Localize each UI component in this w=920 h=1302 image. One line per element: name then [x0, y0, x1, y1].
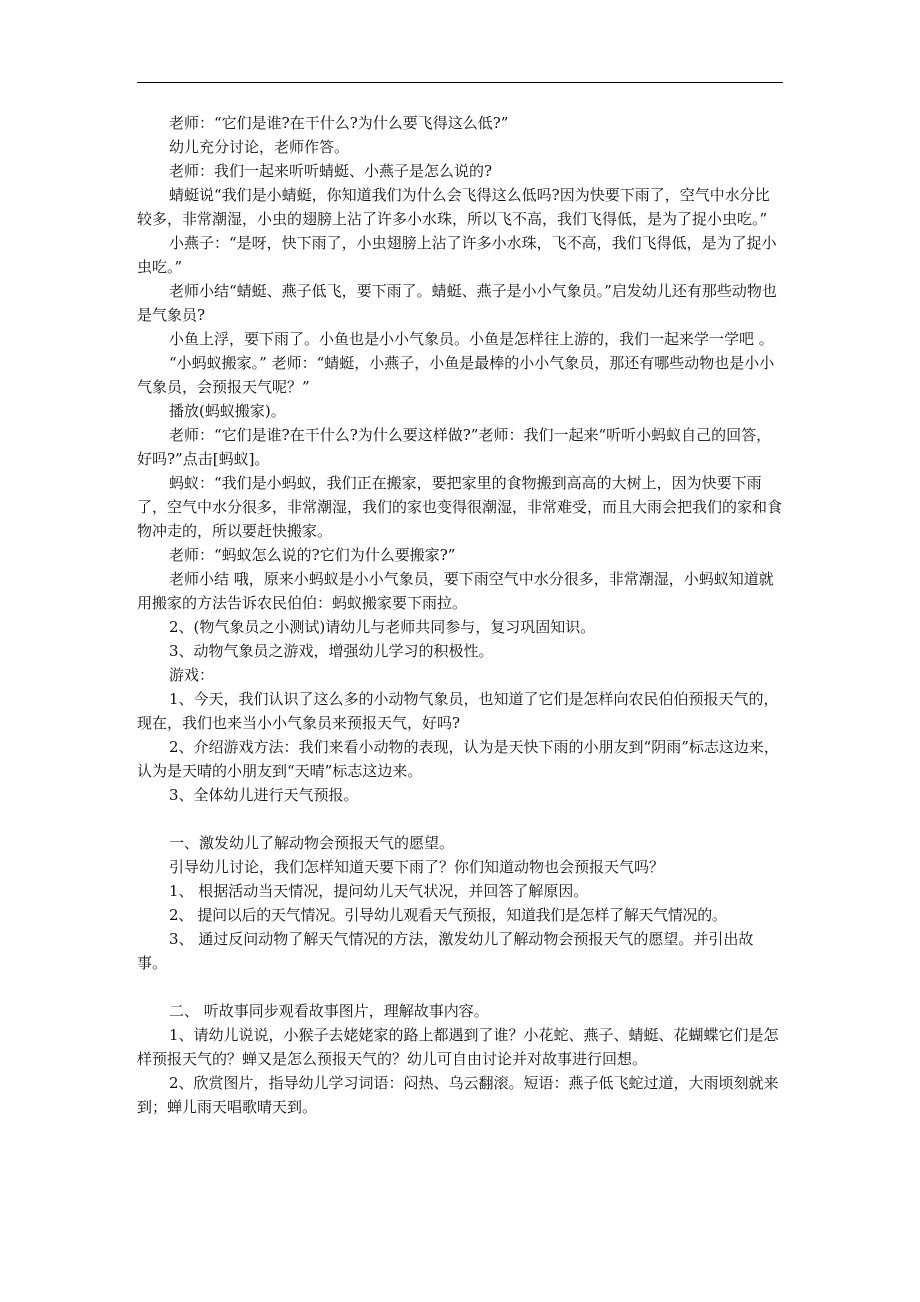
paragraph: 蜻蜓说“我们是小蜻蜓，你知道我们为什么会飞得这么低吗?因为快要下雨了，空气中水分比较多，非常潮湿，小虫的翅膀上沾了许多小水珠，所以飞不高，我们飞得低，是为了捉小虫吃。” — [137, 186, 770, 228]
paragraph: 2、介绍游戏方法：我们来看小动物的表现，认为是天快下雨的小朋友到“阴雨”标志这边来，认为是天晴的小朋友到“天晴”标志这边来。 — [137, 738, 779, 780]
list-item: 1、 根据活动当天情况，提问幼儿天气状况，并回答了解原因。 — [169, 882, 589, 900]
document-body — [137, 111, 783, 1119]
paragraph: 蚂蚁：“我们是小蚂蚁，我们正在搬家，要把家里的食物搬到高高的大树上，因为快要下雨了，空气中水分很多，非常潮湿，我们的家也变得很潮湿，非常难受，而且大雨会把我们的家和食物冲走的，所以要赶快搬家。 — [137, 474, 783, 540]
paragraph: 幼儿充分讨论，老师作答。 — [169, 138, 350, 156]
section-heading: 二、 听故事同步观看故事图片，理解故事内容。 — [169, 1002, 489, 1020]
paragraph: 3、全体幼儿进行天气预报。 — [169, 786, 359, 804]
paragraph: 小鱼上浮，要下雨了。小鱼也是小小气象员。小鱼是怎样往上游的，我们一起来学一学吧 。 — [169, 330, 774, 348]
paragraph: 老师：我们一起来听听蜻蜓、小燕子是怎么说的? — [169, 162, 493, 180]
section-heading: 一、激发幼儿了解动物会预报天气的愿望。 — [169, 834, 455, 852]
paragraph: 老师小结 哦，原来小蚂蚁是小小气象员，要下雨空气中水分很多，非常潮湿，小蚂蚁知道就用搬家的方法告诉农民伯伯：蚂蚁搬家要下雨拉。 — [137, 570, 774, 612]
list-item: 2、欣赏图片，指导幼儿学习词语：闷热、乌云翻滚。短语：燕子低飞蛇过道，大雨顷刻就来到；蝉儿雨天唱歌晴天到。 — [137, 1074, 779, 1116]
paragraph: 游戏： — [169, 666, 215, 684]
blank-line — [137, 975, 783, 999]
header-rule — [137, 82, 783, 83]
list-item: 2、 提问以后的天气情况。引导幼儿观看天气预报，知道我们是怎样了解天气情况的。 — [169, 906, 727, 924]
paragraph: 1、今天，我们认识了这么多的小动物气象员，也知道了它们是怎样向农民伯伯预报天气的，现在，我们也来当小小气象员来预报天气，好吗? — [137, 690, 779, 732]
paragraph: 播放(蚂蚁搬家)。 — [169, 402, 286, 420]
paragraph: 老师小结“蜻蜓、燕子低飞，要下雨了。蜻蜓、燕子是小小气象员。”启发幼儿还有那些动物也是气象员? — [137, 282, 777, 324]
list-item: 3、 通过反问动物了解天气情况的方法，激发幼儿了解动物会预报天气的愿望。并引出故事。 — [137, 930, 754, 972]
paragraph: 小燕子：“是呀，快下雨了，小虫翅膀上沾了许多小水珠，飞不高，我们飞得低，是为了捉小虫吃。” — [137, 234, 777, 276]
paragraph: “小蚂蚁搬家。” 老师：“蜻蜓，小燕子，小鱼是最棒的小小气象员，那还有哪些动物也是小小气象员，会预报天气呢？” — [137, 354, 775, 396]
paragraph: 3、动物气象员之游戏，增强幼儿学习的积极性。 — [169, 642, 494, 660]
list-item: 1、请幼儿说说，小猴子去姥姥家的路上都遇到了谁？小花蛇、燕子、蜻蜓、花蝴蝶它们是怎样预报天气的？蝉又是怎么预报天气的？幼儿可自由讨论并对故事进行回想。 — [137, 1026, 779, 1068]
paragraph: 老师：“蚂蚁怎么说的?它们为什么要搬家?” — [169, 546, 456, 564]
paragraph: 2、(物气象员之小测试)请幼儿与老师共同参与，复习巩固知识。 — [169, 618, 596, 636]
paragraph: 老师：“它们是谁?在干什么?为什么要这样做?”老师：我们一起来“听听小蚂蚁自己的回答，好吗?”点击[蚂蚁]。 — [137, 426, 772, 468]
paragraph: 老师：“它们是谁?在干什么?为什么要飞得这么低?” — [169, 114, 509, 132]
blank-line — [137, 807, 783, 831]
paragraph: 引导幼儿讨论，我们怎样知道天要下雨了？你们知道动物也会预报天气吗？ — [169, 858, 665, 876]
